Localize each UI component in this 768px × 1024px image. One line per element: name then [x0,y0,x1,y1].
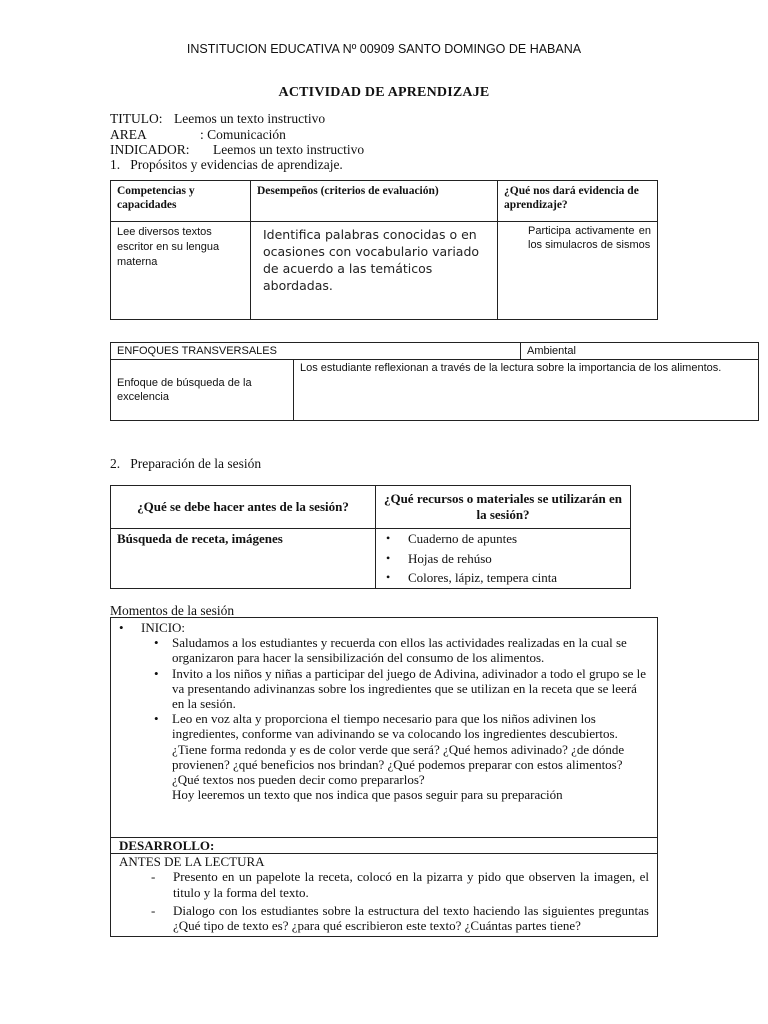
purpose-table [110,180,658,320]
inicio-item: • Saludamos a los estudiantes y recuerda con ellos las actividades realizadas en la cual se organizaron para hacer la sensibilización del consumo de los alimentos. [152,635,649,665]
header-evidencia: ¿Qué nos dará evidencia de aprendizaje? [498,181,658,222]
area-label: AREA [110,127,147,142]
material-item: • Cuaderno de apuntes [380,529,626,549]
materials-cell [376,529,631,589]
antes-cell [111,854,658,937]
before-session-cell: Búsqueda de receta, imágenes [111,529,376,589]
institution-header: INSTITUCION EDUCATIVA Nº 00909 SANTO DOMINGO DE HABANA [186,42,582,56]
meta-area [110,127,286,143]
antes-item: - Dialogo con los estudiantes sobre la estructura del texto haciendo las siguientes preguntas ¿Qué tipo de texto es? ¿para qué escribieron este texto? ¿Cuántas partes tiene? [151,903,649,933]
document-title: ACTIVIDAD DE APRENDIZAJE [278,85,490,100]
inicio-list [119,635,649,802]
area-value: : Comunicación [200,127,286,142]
inicio-cell [111,618,658,838]
enfoque-text-cell: Los estudiante reflexionan a través de la lectura sobre la importancia de los alimentos. [294,360,759,421]
section-2-heading: 2. Preparación de la sesión [110,456,262,471]
desempeno-cell: Identifica palabras conocidas o en ocasiones con vocabulario variado de acuerdo a las temáticos abordadas. [251,222,498,320]
desarrollo-label: DESARROLLO: [111,838,658,854]
titulo-label: TITULO: [110,111,163,126]
enfoques-header-value: Ambiental [521,343,759,360]
competencia-cell: Lee diversos textos escritor en su lengua materna [111,222,251,320]
antes-item: - Presento en un papelote la receta, colocó en la pizarra y pido que observen la imagen, el titulo y la forma del texto. [151,869,649,899]
materials-list [380,529,626,588]
inicio-item-text: Leo en voz alta y proporciona el tiempo necesario para que los niños adivinen los ingredientes, conforme van adivinando se va colocando los ingredientes descubiertos. ¿Tiene forma redonda y es de color verde que será? ¿Qué hemos adivinado? ¿de dónde provienen? ¿qué beneficios nos brindan? ¿Qué podemos preparar con estos alimentos? ¿Qué textos nos pueden decir como prepararlos? [172,711,625,788]
evidencia-cell: Participa activamente en los simulacros de sismos [498,222,658,320]
inicio-closing: Hoy leeremos un texto que nos indica que pasos seguir para su preparación [172,787,563,803]
antes-list [119,869,649,933]
header-materials: ¿Qué recursos o materiales se utilizarán en la sesión? [376,486,631,529]
inicio-label: • INICIO: [119,620,649,635]
inicio-item: • Invito a los niños y niñas a participar del juego de Adivina, adivinador a todo el grupo se le va presentando adivinanzas sobre los ingredientes que se utilizan en la receta que se leerá en la sesión. [152,666,649,712]
material-item: • Colores, lápiz, tempera cinta [380,568,626,588]
indicador-value: Leemos un texto instructivo [213,142,365,157]
inicio-item [152,711,649,802]
momentos-table [110,617,658,937]
titulo-value: Leemos un texto instructivo [174,111,326,126]
material-item: • Hojas de rehúso [380,549,626,569]
antes-label: ANTES DE LA LECTURA [119,854,265,870]
enfoques-table [110,342,759,421]
momentos-heading: Momentos de la sesión [110,603,235,618]
meta-titulo [110,111,325,127]
section-1-heading: 1. Propósitos y evidencias de aprendizaje. [110,157,343,172]
preparation-table [110,485,631,589]
indicador-label: INDICADOR: [110,142,190,157]
enfoque-label-cell: Enfoque de búsqueda de la excelencia [111,360,294,421]
header-before-session: ¿Qué se debe hacer antes de la sesión? [111,486,376,529]
header-competencias: Competencias y capacidades [111,181,251,222]
header-desempenos: Desempeños (criterios de evaluación) [251,181,498,222]
meta-indicador [110,142,364,158]
enfoques-header: ENFOQUES TRANSVERSALES [111,343,521,360]
